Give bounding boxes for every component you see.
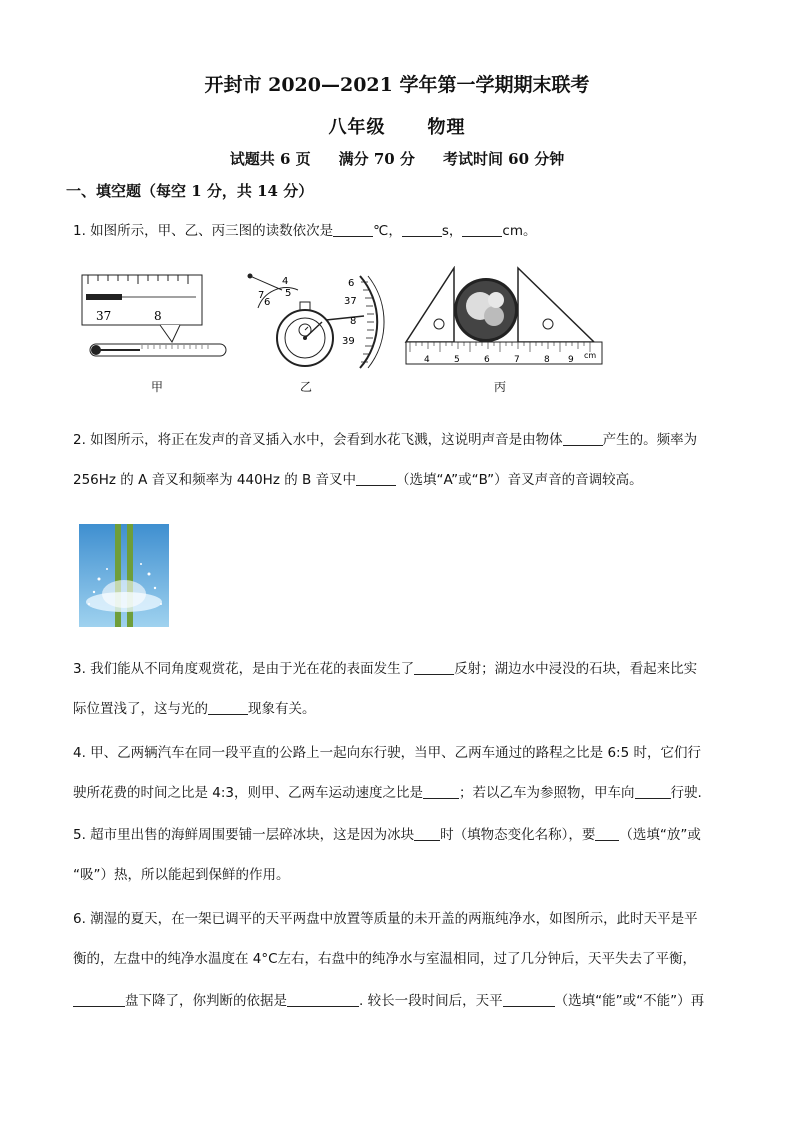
svg-text:7: 7 <box>514 355 520 365</box>
question-4-line-2: 驶所花费的时间之比是 4:3，则甲、乙两车运动速度之比是 ；若以乙车为参照物，甲车向 行驶. <box>73 785 702 801</box>
answer-blank <box>356 471 396 486</box>
svg-text:6: 6 <box>348 278 355 289</box>
grade-label: 八年级 <box>328 117 386 138</box>
exam-time: 考试时间 60 分钟 <box>442 150 565 168</box>
svg-text:cm: cm <box>584 351 597 360</box>
thermometer-figure <box>80 270 230 370</box>
section-fill-blank-title: 一、填空题（每空 1 分，共 14 分） <box>66 182 314 200</box>
svg-text:5: 5 <box>285 288 292 299</box>
stopwatch-figure <box>240 268 385 378</box>
question-4-line-1: 4. 甲、乙两辆汽车在同一段平直的公路上一起向东行驶，当甲、乙两车通过的路程之比是 6:5 时，它们行 <box>73 745 701 761</box>
answer-blank <box>414 660 454 675</box>
svg-text:4: 4 <box>424 355 430 365</box>
answer-blank <box>287 992 359 1007</box>
svg-text:4: 4 <box>282 276 289 287</box>
svg-text:7: 7 <box>258 290 265 301</box>
svg-text:8: 8 <box>350 316 357 327</box>
figure-caption-bing: 丙 <box>494 380 507 394</box>
question-1: 1. 如图所示，甲、乙、丙三图的读数依次是 ℃， s， cm。 <box>73 223 537 239</box>
answer-blank <box>635 784 671 799</box>
svg-text:8: 8 <box>544 355 550 365</box>
question-6-line-3: 盘下降了，你判断的依据是 . 较长一段时间后，天平 （选填“能”或“不能”）再 <box>73 989 704 1009</box>
svg-text:6: 6 <box>484 355 490 365</box>
full-score: 满分 70 分 <box>338 150 415 168</box>
page-count: 试题共 6 页 <box>229 150 311 168</box>
tuning-fork-water-photo <box>79 524 169 627</box>
svg-text:6: 6 <box>264 297 271 308</box>
subject-label: 物理 <box>427 117 466 138</box>
answer-blank <box>73 992 125 1007</box>
question-5-line-2: “吸”）热，所以能起到保鲜的作用。 <box>73 867 290 883</box>
answer-blank <box>208 700 248 715</box>
question-3-line-2: 际位置浅了，这与光的 现象有关。 <box>73 701 316 717</box>
answer-blank <box>402 222 442 237</box>
thermo-label: 37 <box>96 309 112 323</box>
ruler-coin-figure <box>404 266 604 378</box>
question-2-line-2: 256Hz 的 A 音叉和频率为 440Hz 的 B 音叉中 （选填“A”或“B”）音叉声音的音调较高。 <box>73 472 643 488</box>
question-5-line-1: 5. 超市里出售的海鲜周围要铺一层碎冰块，这是因为冰块 时（填物态变化名称），要 （选填“放”或 <box>73 827 701 843</box>
answer-blank <box>462 222 502 237</box>
answer-blank <box>595 826 619 841</box>
exam-title: 开封市 2020—2021 学年第一学期期末联考 <box>204 74 590 96</box>
question-2-line-1: 2. 如图所示，将正在发声的音叉插入水中，会看到水花飞溅，这说明声音是由物体 产生的。频率为 <box>73 432 698 448</box>
question-6-line-1: 6. 潮湿的夏天，在一架已调平的天平两盘中放置等质量的未开盖的两瓶纯净水，如图所示，此时天平是平 <box>73 911 698 927</box>
answer-blank <box>503 992 555 1007</box>
question-6-line-2: 衡的，左盘中的纯净水温度在 4°C左右，右盘中的纯净水与室温相同，过了几分钟后，天平失去了平衡， <box>73 951 697 967</box>
figure-caption-yi: 乙 <box>300 380 313 394</box>
answer-blank <box>423 784 459 799</box>
svg-text:9: 9 <box>568 355 574 365</box>
thermo-label: 8 <box>154 309 162 323</box>
grade-subject <box>0 113 794 139</box>
answer-blank <box>563 431 603 446</box>
svg-text:37: 37 <box>344 296 357 307</box>
figure-caption-jia: 甲 <box>151 380 164 394</box>
answer-blank <box>414 826 440 841</box>
exam-info <box>0 148 794 169</box>
svg-text:39: 39 <box>342 336 355 347</box>
answer-blank <box>333 222 373 237</box>
svg-text:5: 5 <box>454 355 460 365</box>
question-3-line-1: 3. 我们能从不同角度观赏花，是由于光在花的表面发生了 反射；湖边水中浸没的石块，看起来比实 <box>73 661 698 677</box>
